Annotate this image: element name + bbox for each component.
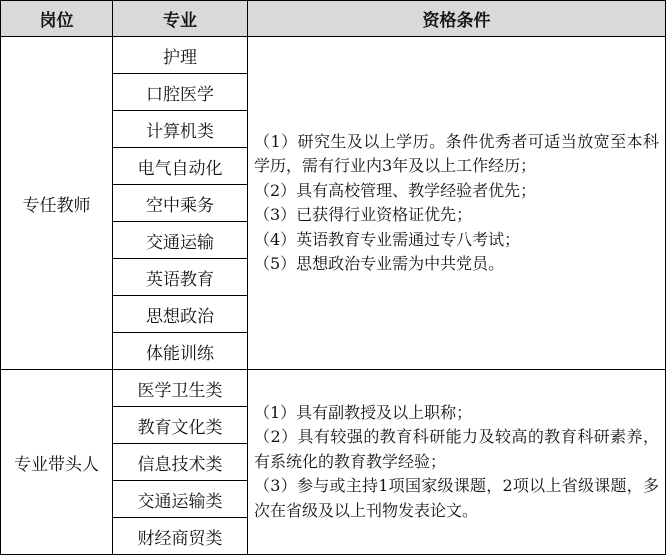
conditions-cell — [248, 37, 666, 370]
major-cell: 口腔医学 — [113, 74, 248, 111]
major-cell: 空中乘务 — [113, 185, 248, 222]
table-row — [1, 37, 666, 74]
header-conditions: 资格条件 — [248, 1, 666, 37]
condition-line: （1）研究生及以上学历。条件优秀者可适当放宽至本科学历，需有行业内3年及以上工作经历； — [254, 131, 659, 175]
condition-line: （2）具有高校管理、教学经验者优先； — [254, 180, 537, 200]
header-position: 岗位 — [1, 1, 113, 37]
header-major: 专业 — [113, 1, 248, 37]
condition-line: （3）参与或主持1项国家级课题，2项以上省级课题，多次在省级及以上刊物发表论文。 — [254, 476, 659, 520]
condition-line: （1）具有副教授及以上职称； — [254, 402, 473, 422]
major-cell: 交通运输类 — [113, 481, 248, 518]
major-cell: 医学卫生类 — [113, 370, 248, 407]
table-row — [1, 370, 666, 407]
position-cell: 专任教师 — [1, 37, 113, 370]
condition-line: （2）具有较强的教育科研能力及较高的教育科研素养，有系统化的教育教学经验； — [254, 427, 659, 471]
major-cell: 电气自动化 — [113, 148, 248, 185]
major-cell: 护理 — [113, 37, 248, 74]
major-cell: 体能训练 — [113, 333, 248, 370]
major-cell: 信息技术类 — [113, 444, 248, 481]
major-cell: 计算机类 — [113, 111, 248, 148]
major-cell: 交通运输 — [113, 222, 248, 259]
major-cell: 教育文化类 — [113, 407, 248, 444]
major-cell: 财经商贸类 — [113, 518, 248, 555]
major-cell: 英语教育 — [113, 259, 248, 296]
header-row — [1, 1, 666, 37]
major-cell: 思想政治 — [113, 296, 248, 333]
condition-line: （4）英语教育专业需通过专八考试； — [254, 229, 521, 249]
conditions-cell — [248, 370, 666, 555]
condition-line: （5）思想政治专业需为中共党员。 — [254, 254, 505, 273]
position-cell: 专业带头人 — [1, 370, 113, 555]
condition-line: （3）已获得行业资格证优先； — [254, 205, 473, 224]
